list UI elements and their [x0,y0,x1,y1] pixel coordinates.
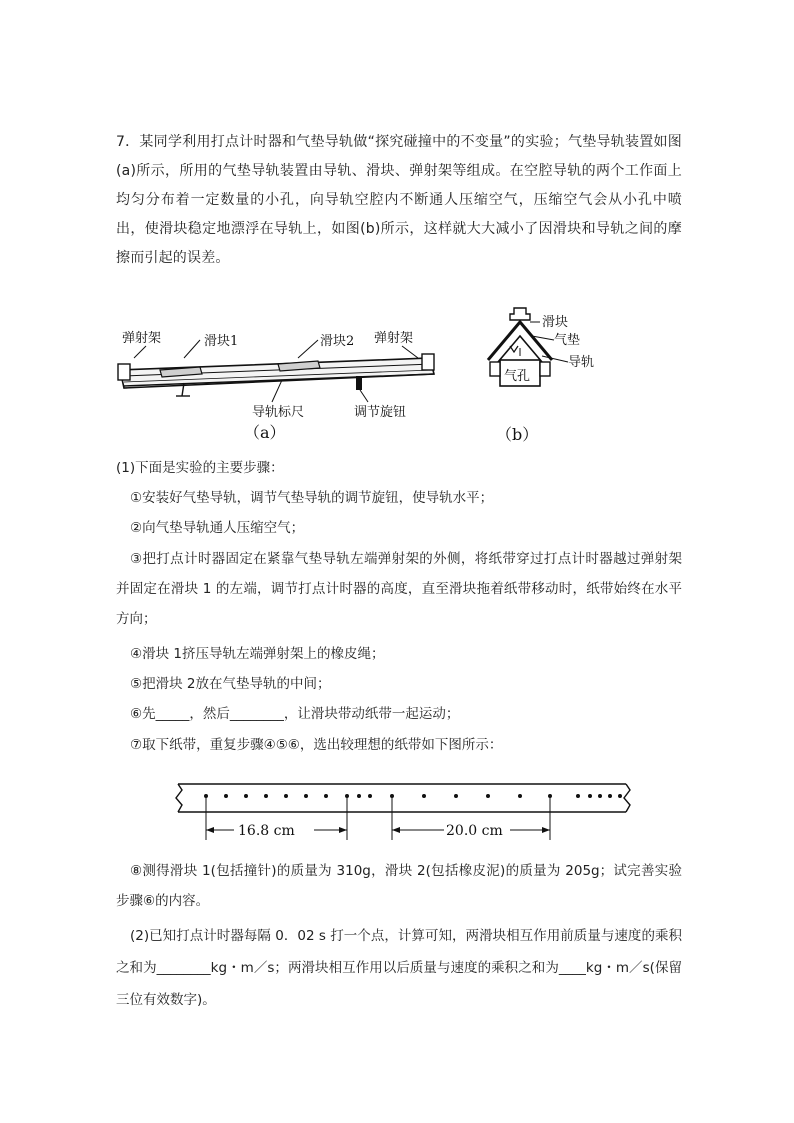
step-5: ⑤把滑块 2放在气垫导轨的中间； [130,676,331,692]
label-slider: 滑块 [542,315,569,330]
label-rail: 导轨 [568,355,595,370]
label-knob: 调节旋钮 [354,405,407,420]
tape-dot [264,794,268,798]
step-1: ①安装好气垫导轨，调节气垫导轨的调节旋钮，使导轨水平； [130,490,494,506]
label-launcher-left: 弹射架 [122,331,162,346]
tape-dot [598,794,602,798]
label-air-cushion: 气垫 [554,333,581,348]
paper-tape-figure [174,778,636,844]
label-slider-1: 滑块1 [204,334,239,349]
tape-dot [422,794,426,798]
label-ruler: 导轨标尺 [252,405,305,420]
tape-dot [324,794,328,798]
step-2: ②向气垫导轨通人压缩空气； [130,520,305,536]
tape-dot [304,794,308,798]
tape-dot [284,794,288,798]
question-intro: 7．某同学利用打点计时器和气垫导轨做“探究碰撞中的不变量”的实验；气垫导轨装置如图(a)所示，所用的气垫导轨装置由导轨、滑块、弹射架等组成。在空腔导轨的两个工作面上均匀分布着一定数量的小孔，向导轨空腔内不断通人压缩空气，压缩空气会从小孔中喷出，使滑块稳定地漂浮在导轨上，如图(b)所示，这样就大大减小了因滑块和导轨之间的摩擦而引起的误差。 [116,134,682,266]
figure-a-air-track [112,318,442,448]
tape-measure-right: 20.0 cm [446,823,503,839]
part-2: (2)已知打点计时器每隔 0．02 s 打一个点，计算可知，两滑块相互作用前质量与速度的乘积之和为________kg・m／s；两滑块相互作用以后质量与速度的乘积之和为____kg・m／s(保留三位有效数字)。 [116,928,682,1008]
label-launcher-right: 弹射架 [374,331,414,346]
tape-measure-left: 16.8 cm [238,823,295,839]
step-7: ⑦取下纸带，重复步骤④⑤⑥，选出较理想的纸带如下图所示： [130,737,503,753]
tape-dot [608,794,612,798]
step-8: ⑧测得滑块 1(包括撞针)的质量为 310g，滑块 2(包括橡皮泥)的质量为 205g；试完善实验步骤⑥的内容。 [116,863,682,909]
tape-dot [224,794,228,798]
tape-dot [618,794,622,798]
caption-a: （a） [244,423,286,442]
tape-dot [518,794,522,798]
caption-b: （b） [496,425,539,444]
step-4: ④滑块 1挤压导轨左端弹射架上的橡皮绳； [130,646,385,662]
figure-b-cross-section [474,300,604,450]
steps-heading: (1)下面是实验的主要步骤： [116,460,284,476]
tape-dot [576,794,580,798]
tape-dot [368,794,372,798]
tape-dot [244,794,248,798]
tape-dot [454,794,458,798]
label-hole: 气孔 [504,369,531,384]
label-slider-2: 滑块2 [320,334,355,349]
step-3: ③把打点计时器固定在紧靠气垫导轨左端弹射架的外侧，将纸带穿过打点计时器越过弹射架并固定在滑块 1 的左端，调节打点计时器的高度，直至滑块拖着纸带移动时，纸带始终在水平方向； [116,551,682,627]
tape-dot [588,794,592,798]
tape-dot [357,794,361,798]
step-6: ⑥先_____，然后________，让滑块带动纸带一起运动； [130,706,460,722]
tape-dot [486,794,490,798]
tape-dots [204,794,622,798]
